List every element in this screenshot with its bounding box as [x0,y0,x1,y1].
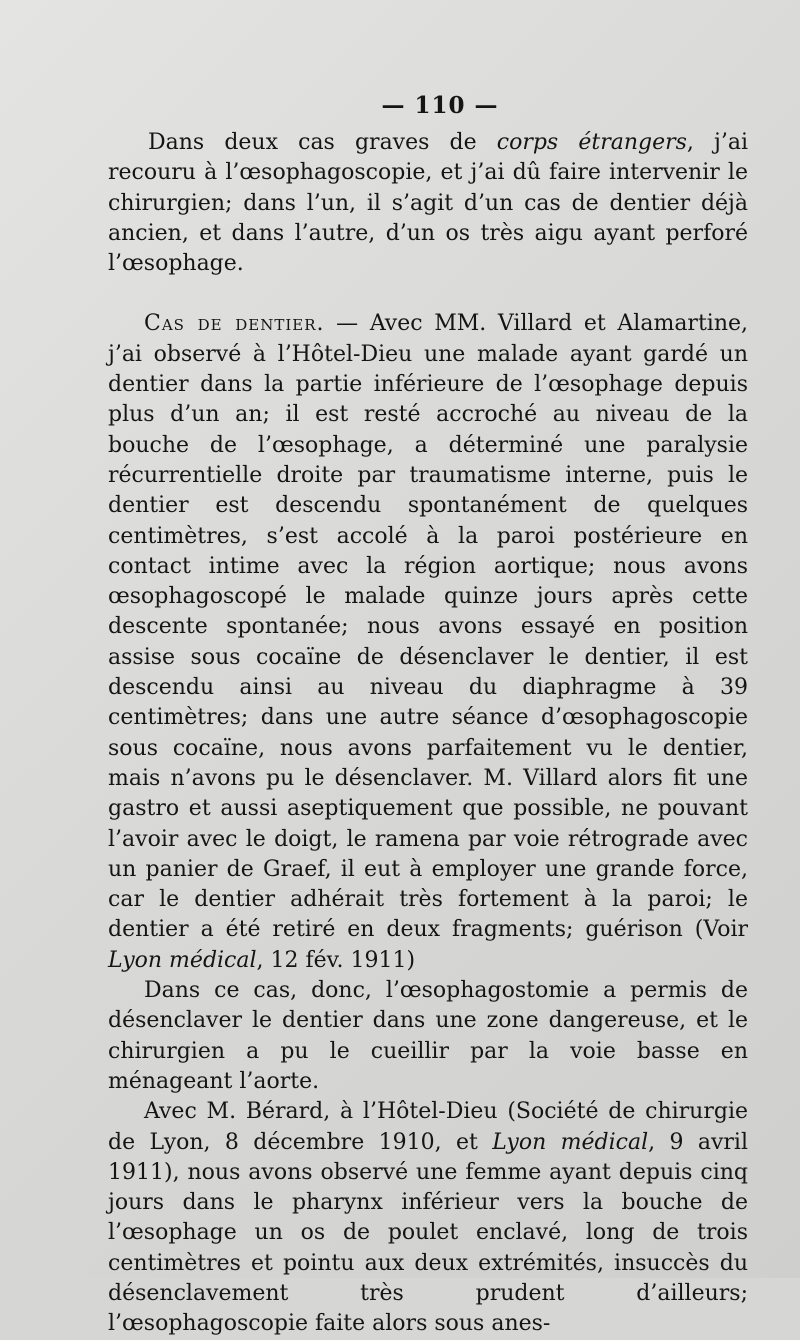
paragraph-text: , 12 fév. 1911) [256,947,416,973]
paragraph-denture-case [108,309,748,976]
paragraph-foreign-bodies [108,128,748,279]
paragraph-berard-case [108,1097,748,1339]
italic-text: corps étrangers [496,130,687,155]
paragraph-text: Avec M. Bérard, à l’Hôtel-Dieu (Société de chirurgie de Lyon, 8 décembre 1910, et [108,1099,748,1155]
page-body [108,128,748,1340]
paragraph-text: Avec MM. Villard et Alamartine, j’ai observé à l’Hôtel-Dieu une malade ayant gardé un dentier dans la partie inférieure de l’œsophage depuis plus d’un an; il est resté accroché au niveau de la bouche de l’œsophage, a déterminé une paralysie récurrentielle droite par traumatisme interne, puis le dentier est descendu spontanément de quelques centimètres, s’est accolé à la paroi postérieure en contact intime avec la région aortique; nous avons œsophagoscopé le malade quinze jours après cette descente spontanée; nous avons essayé en position assise sous cocaïne de désenclaver le dentier, il est descendu ainsi au niveau du diaphragme à 39 centimètres; dans une autre séance d’œsophagoscopie sous cocaïne, nous avons parfaitement vu le dentier, mais n’avons pu le désenclaver. M. Villard alors fit une gastro et aussi aseptiquement que possible, ne pouvant l’avoir avec le doigt, le ramena par voie rétrograde avec un panier de Graef, il eut à employer une grande force, car le dentier adhérait très fortement à la paroi; le dentier a été retiré en deux fragments; guérison (Voir [108,311,749,943]
paragraph-text: Dans ce cas, donc, l’œsophagostomie a permis de désenclaver le dentier dans une zone dangereuse, et le chirurgien a pu le cueillir par la voie basse en ménageant l’aorte. [108,978,748,1094]
italic-text: Lyon médical [492,1129,649,1155]
paragraph-text: Dans deux cas graves de [148,130,497,155]
heading-dash: — [324,311,370,337]
page-number: — 110 — [381,92,499,119]
paragraph-conclusion [108,976,748,1097]
paragraph-text: , 9 avril 1911), nous avons observé une femme ayant depuis cinq jours dans le pharynx inférieur vers la bouche de l’œsophage un os de poulet enclavé, long de trois centimètres et pointu aux deux extrémités, insuccès du désenclavement très prudent d’ailleurs; l’œsophagoscopie faite alors sous anes- [108,1129,748,1337]
italic-text: Lyon médical [108,947,257,973]
section-heading: Cas de dentier. [144,311,325,337]
paragraph-text: , j’ai recouru à l’œsophagoscopie, et j’ai dû faire intervenir le chirurgien; dans l’un, il s’agit d’un cas de dentier déjà ancien, et dans l’autre, d’un os très aigu ayant perforé l’œsophage. [108,130,748,277]
